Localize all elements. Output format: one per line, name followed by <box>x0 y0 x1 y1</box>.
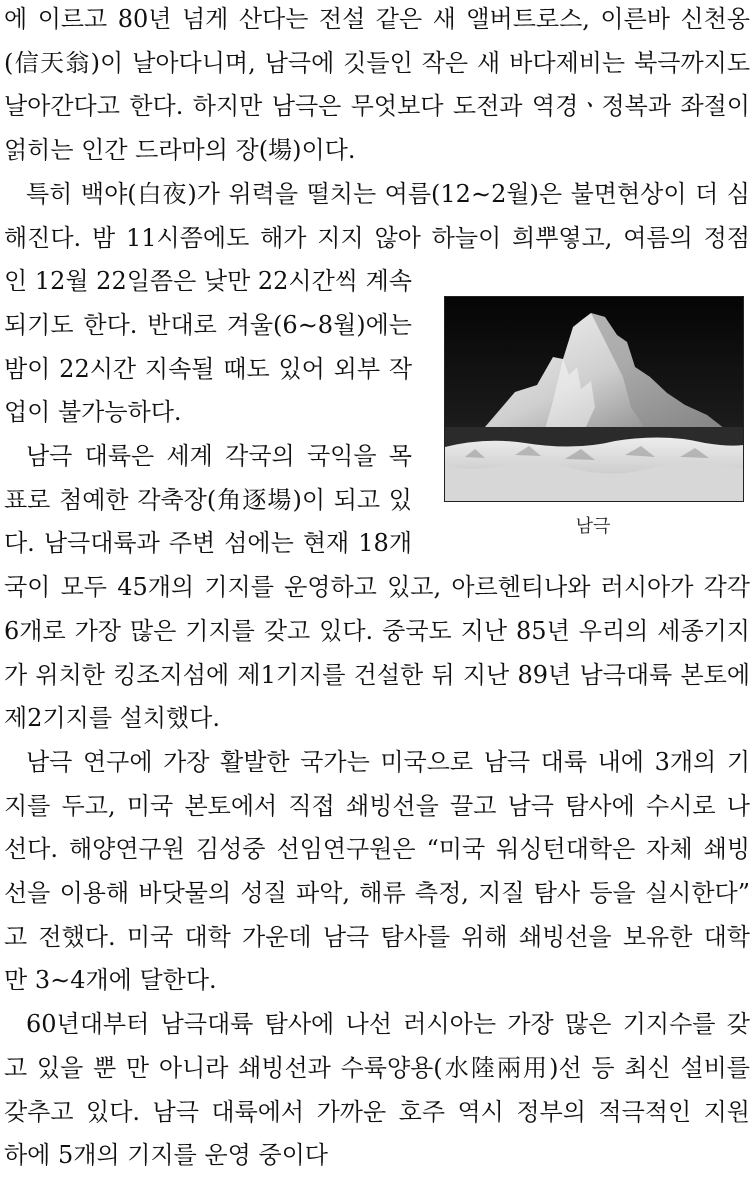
paragraph-start-line: 특히 백야(白夜)가 위력을 떨치는 여름(12∼2월)은 불면현상이 더 심 <box>26 179 750 208</box>
text-line: 지를 두고, 미국 본토에서 직접 쇄빙선을 끌고 남극 탐사에 수시로 나 <box>4 791 750 820</box>
text-line: 선다. 해양연구원 김성중 선임연구원은 “미국 워싱턴대학은 자체 쇄빙 <box>4 835 750 864</box>
text-line: 가 위치한 킹조지섬에 제1기지를 건설한 뒤 지난 89년 남극대륙 본토에 <box>4 660 750 689</box>
text-line: 얽히는 인간 드라마의 장(場)이다. <box>4 136 356 165</box>
paragraph-start-line: 남극 연구에 가장 활발한 국가는 미국으로 남극 대륙 내에 3개의 기 <box>26 747 750 776</box>
text-line: 에 이르고 80년 넘게 산다는 전설 같은 새 앨버트로스, 이른바 신천옹 <box>4 5 750 33</box>
text-line: 국이 모두 45개의 기지를 운영하고 있고, 아르헨티나와 러시아가 각각 <box>4 573 750 602</box>
antarctica-photo <box>444 296 744 502</box>
text-line: 제2기지를 설치했다. <box>4 704 220 733</box>
text-line: 선을 이용해 바닷물의 성질 파악, 해류 측정, 지질 탐사 등을 실시한다” <box>4 879 750 907</box>
text-line: 다. 남극대륙과 주변 섬에는 현재 18개 <box>4 529 412 558</box>
text-line: 고 있을 뿐 만 아니라 쇄빙선과 수륙양용(水陸兩用)선 등 최신 설비를 <box>4 1053 750 1082</box>
paragraph-start-line: 60년대부터 남극대륙 탐사에 나선 러시아는 가장 많은 기지수를 갖 <box>26 1010 750 1039</box>
paragraph-start-line: 남극 대륙은 세계 각국의 국익을 목 <box>26 442 412 470</box>
text-line: 인 12월 22일쯤은 낮만 22시간씩 계속 <box>4 267 412 296</box>
text-line: (信天翁)이 날아다니며, 남극에 깃들인 작은 새 바다제비는 북극까지도 <box>4 48 750 77</box>
text-line: 업이 불가능하다. <box>4 398 182 427</box>
text-line: 날아간다고 한다. 하지만 남극은 무엇보다 도전과 역경ㆍ정복과 좌절이 <box>4 92 750 121</box>
text-line: 갖추고 있다. 남극 대륙에서 가까운 호주 역시 정부의 적극적인 지원 <box>4 1097 750 1126</box>
iceberg-illustration <box>445 297 743 501</box>
text-line: 표로 첨예한 각축장(角逐場)이 되고 있 <box>4 485 412 514</box>
text-line: 고 전했다. 미국 대학 가운데 남극 탐사를 위해 쇄빙선을 보유한 대학 <box>4 922 750 951</box>
figure-caption: 남극 <box>575 516 611 537</box>
text-line: 해진다. 밤 11시쯤에도 해가 지지 않아 하늘이 희뿌옇고, 여름의 정점 <box>4 223 750 252</box>
text-line: 6개로 가장 많은 기지를 갖고 있다. 중국도 지난 85년 우리의 세종기지 <box>4 616 750 645</box>
text-line: 만 3∼4개에 달한다. <box>4 966 217 995</box>
text-line: 하에 5개의 기지를 운영 중이다 <box>4 1141 328 1170</box>
text-line: 밤이 22시간 지속될 때도 있어 외부 작 <box>4 354 412 383</box>
text-line: 되기도 한다. 반대로 겨울(6∼8월)에는 <box>4 310 412 339</box>
